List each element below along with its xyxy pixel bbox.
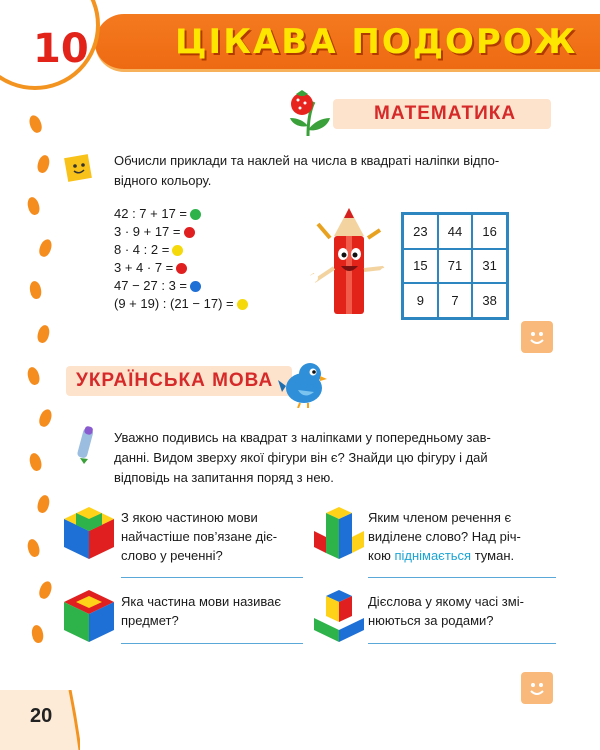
sticker-dot [190, 281, 201, 292]
equation-row [114, 205, 248, 223]
equations-list [114, 205, 248, 313]
question-1 [121, 508, 306, 565]
grid-cell[interactable]: 31 [472, 249, 507, 284]
answer-line-1[interactable] [121, 577, 303, 578]
smiley-icon [521, 672, 553, 704]
equation-row [114, 277, 248, 295]
question-2-line-2: виділене слово? Над річ- [368, 529, 521, 544]
cube-figure-1 [62, 505, 116, 561]
equation-text: (9 + 19) : (21 − 17) = [114, 296, 234, 311]
question-4-line-2: нюються за родами? [368, 613, 494, 628]
page-title: ЦІКАВА ПОДОРОЖ [175, 22, 578, 62]
math-task-line-2: відного кольору. [114, 173, 212, 188]
question-2-line-1: Яким членом речення є [368, 510, 512, 525]
question-2-prefix: кою [368, 548, 395, 563]
question-3 [121, 592, 306, 630]
equation-text: 3 · 9 + 17 = [114, 224, 181, 239]
footprints-decoration [24, 115, 64, 655]
highlighted-word: піднімається [394, 548, 472, 563]
equation-text: 3 + 4 · 7 = [114, 260, 174, 275]
sticker-dot [172, 245, 183, 256]
cube-figure-3 [62, 588, 116, 644]
page-badge-number: 10 [33, 26, 89, 72]
grid-cell[interactable]: 7 [438, 283, 473, 318]
question-1-line-1: З якою частиною мови [121, 510, 258, 525]
grid-cell[interactable]: 71 [438, 249, 473, 284]
pen-task-icon [70, 424, 100, 466]
math-task-text [114, 151, 554, 191]
question-2-line-3 [368, 546, 556, 565]
cube-figure-2 [312, 505, 366, 561]
equation-text: 47 − 27 : 3 = [114, 278, 188, 293]
sticker-dot [184, 227, 195, 238]
question-2 [368, 508, 556, 565]
smiley-icon [521, 321, 553, 353]
strawberry-flower-icon [278, 90, 338, 138]
number-grid [401, 212, 509, 320]
equation-row [114, 295, 248, 313]
question-4-line-1: Дієслова у якому часі змі- [368, 594, 524, 609]
ukrainian-task-line-1: Уважно подивись на квадрат з наліпками у попередньому зав- [114, 430, 491, 445]
sticker-dot [190, 209, 201, 220]
sticker-dot [237, 299, 248, 310]
question-4 [368, 592, 556, 630]
bird-icon [278, 360, 328, 408]
ukrainian-section-label: УКРАЇНСЬКА МОВА [76, 370, 274, 391]
equation-row [114, 259, 248, 277]
sticker-dot [176, 263, 187, 274]
question-1-line-3: слово у реченні? [121, 548, 223, 563]
pencil-character-icon [308, 208, 390, 320]
equation-row [114, 223, 248, 241]
question-3-line-1: Яка частина мови називає [121, 594, 281, 609]
page-number: 20 [30, 705, 53, 727]
answer-line-2[interactable] [368, 577, 556, 578]
answer-line-3[interactable] [121, 643, 303, 644]
grid-cell[interactable]: 16 [472, 214, 507, 249]
question-2-suffix: туман. [471, 548, 515, 563]
answer-line-4[interactable] [368, 643, 556, 644]
grid-cell[interactable]: 38 [472, 283, 507, 318]
smiley-sticker-placeholder [521, 321, 553, 353]
grid-cell[interactable]: 44 [438, 214, 473, 249]
sticker-task-icon [62, 152, 96, 182]
cube-figure-4 [312, 588, 366, 644]
smiley-sticker-placeholder [521, 672, 553, 704]
grid-cell[interactable]: 15 [403, 249, 438, 284]
equation-text: 42 : 7 + 17 = [114, 206, 188, 221]
ukrainian-task-line-3: відповідь на запитання поряд з нею. [114, 470, 334, 485]
grid-cell[interactable]: 23 [403, 214, 438, 249]
grid-cell[interactable]: 9 [403, 283, 438, 318]
ukrainian-task-line-2: данні. Видом зверху якої фігури він є? Знайди цю фігуру і дай [114, 450, 488, 465]
question-3-line-2: предмет? [121, 613, 179, 628]
equation-text: 8 · 4 : 2 = [114, 242, 170, 257]
equation-row [114, 241, 248, 259]
math-section-label: МАТЕМАТИКА [374, 103, 517, 124]
question-1-line-2: найчастіше пов’язане діє- [121, 529, 278, 544]
math-task-line-1: Обчисли приклади та наклей на числа в квадраті наліпки відпо- [114, 153, 500, 168]
ukrainian-task-text [114, 428, 559, 488]
